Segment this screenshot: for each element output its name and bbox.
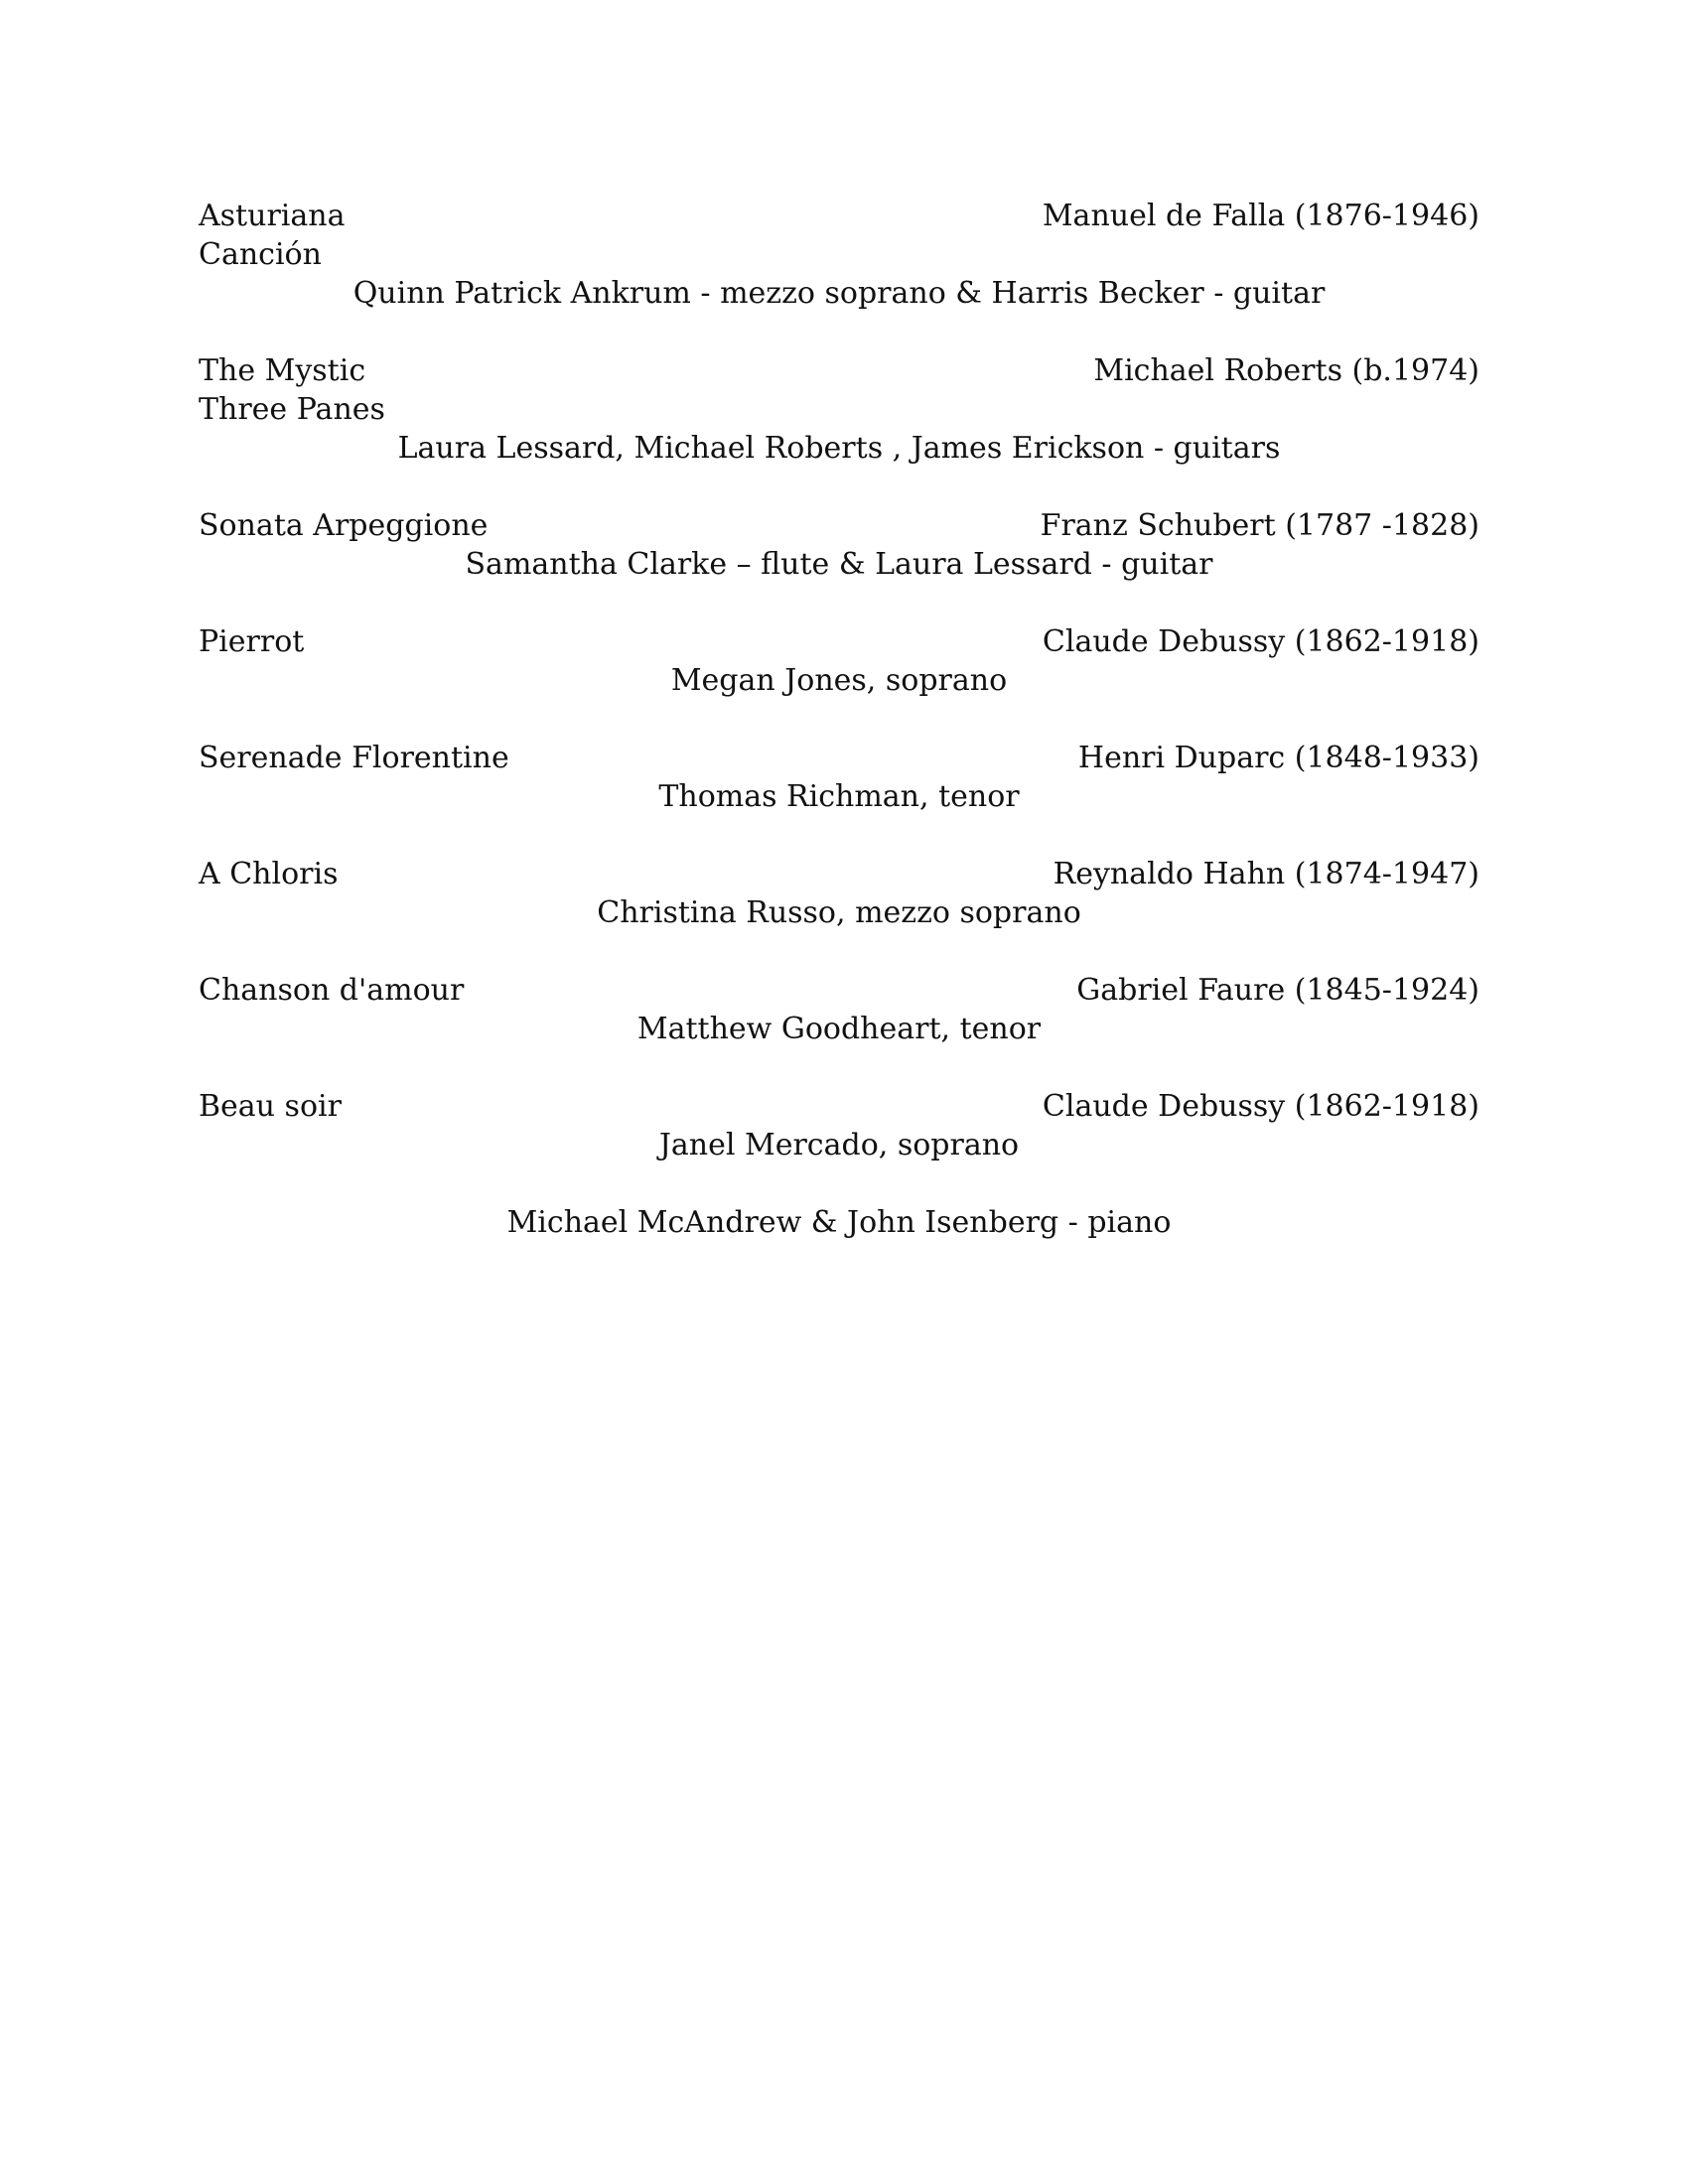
program-piece <box>199 971 1479 1048</box>
spacer <box>199 584 1479 622</box>
performers: Thomas Richman, tenor <box>658 779 1020 814</box>
program-piece <box>199 855 1479 932</box>
performers: Christina Russo, mezzo soprano <box>597 895 1081 930</box>
piece-title-row <box>199 351 1479 390</box>
piece-title: Beau soir <box>199 1089 342 1124</box>
program-piece <box>199 1087 1479 1164</box>
spacer <box>199 932 1479 971</box>
spacer <box>199 1048 1479 1087</box>
spacer <box>199 313 1479 351</box>
program-piece <box>199 506 1479 584</box>
spacer <box>199 816 1479 855</box>
piano-credit: Michael McAndrew & John Isenberg - piano <box>506 1205 1172 1240</box>
spacer <box>199 468 1479 506</box>
piece-title-row <box>199 197 1479 235</box>
performers: Megan Jones, soprano <box>670 663 1008 698</box>
performers: Janel Mercado, soprano <box>658 1128 1020 1162</box>
piece-title: Pierrot <box>199 624 305 659</box>
composer: Franz Schubert (1787 -1828) <box>1040 508 1479 543</box>
program-piece <box>199 622 1479 700</box>
composer: Michael Roberts (b.1974) <box>1093 353 1479 388</box>
composer: Gabriel Faure (1845-1924) <box>1076 973 1479 1008</box>
composer: Manuel de Falla (1876-1946) <box>1042 199 1479 233</box>
piece-title-row <box>199 506 1479 545</box>
composer: Reynaldo Hahn (1874-1947) <box>1053 857 1479 891</box>
performers: Quinn Patrick Ankrum - mezzo soprano & Harris Becker - guitar <box>352 276 1326 311</box>
composer: Henri Duparc (1848-1933) <box>1077 741 1479 775</box>
piece-subtitle: Three Panes <box>199 392 385 427</box>
spacer <box>199 1164 1479 1203</box>
piece-title: The Mystic <box>199 353 366 388</box>
concert-program <box>199 197 1479 1242</box>
piece-subtitle-row <box>199 235 1479 274</box>
piece-subtitle-row <box>199 390 1479 429</box>
program-piece <box>199 351 1479 468</box>
performers: Matthew Goodheart, tenor <box>636 1012 1042 1046</box>
composer: Claude Debussy (1862-1918) <box>1042 624 1479 659</box>
piece-title: A Chloris <box>199 857 339 891</box>
piece-subtitle: Canción <box>199 237 322 272</box>
piece-title-row <box>199 855 1479 893</box>
piece-title: Asturiana <box>199 199 346 233</box>
spacer <box>199 700 1479 739</box>
piece-title: Chanson d'amour <box>199 973 465 1008</box>
piece-title-row <box>199 622 1479 661</box>
performers: Samantha Clarke – flute & Laura Lessard - guitar <box>465 547 1213 582</box>
piece-title: Sonata Arpeggione <box>199 508 489 543</box>
piece-title-row <box>199 1087 1479 1126</box>
piece-title: Serenade Florentine <box>199 741 509 775</box>
program-piece <box>199 739 1479 816</box>
piece-title-row <box>199 971 1479 1010</box>
program-piece <box>199 197 1479 313</box>
performers: Laura Lessard, Michael Roberts , James Erickson - guitars <box>397 431 1281 466</box>
composer: Claude Debussy (1862-1918) <box>1042 1089 1479 1124</box>
piece-title-row <box>199 739 1479 777</box>
